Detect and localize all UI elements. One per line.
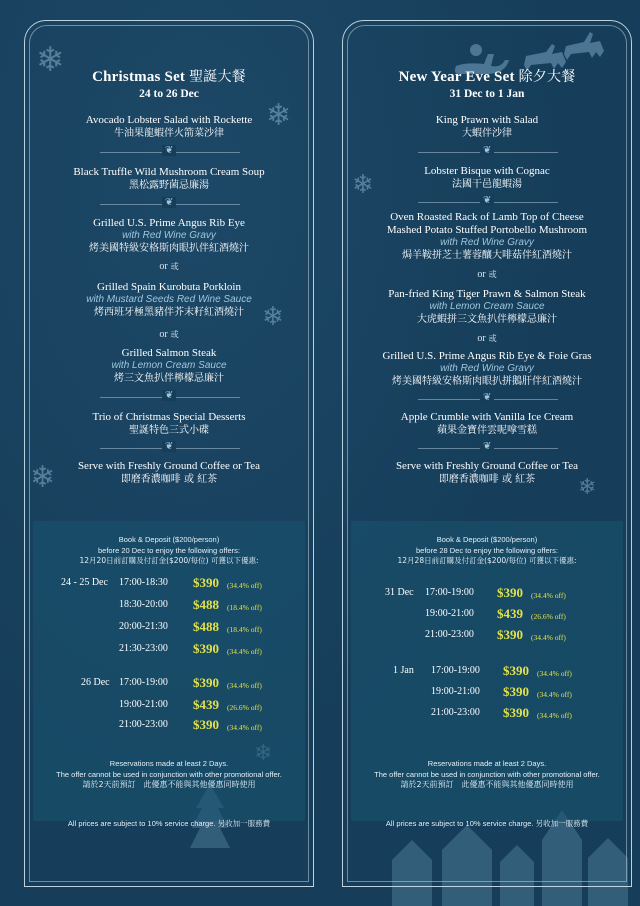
christmas-set-dates: 24 to 26 Dec — [139, 88, 199, 100]
course-item — [343, 165, 631, 191]
or-separator: or 或 — [477, 269, 497, 280]
course-item — [25, 217, 313, 255]
course-item — [25, 460, 313, 486]
title-en: New Year Eve Set — [398, 69, 515, 85]
course-name-zh: 烤西班牙極黑豬伴芥末籽紅酒燒汁 — [94, 307, 244, 318]
course-sauce: with Red Wine Gravy — [122, 230, 216, 241]
course-item — [25, 347, 313, 385]
course-item — [25, 166, 313, 192]
divider — [418, 152, 558, 153]
snowflake-icon: ❄ — [578, 474, 597, 499]
or-separator: or 或 — [159, 329, 179, 340]
title-zh: 聖誕大餐 — [189, 69, 246, 85]
course-name-en: Grilled Salmon Steak — [121, 347, 217, 359]
course-name-zh: 烤三文魚扒伴檸檬忌廉汁 — [114, 373, 224, 384]
course-name-zh: 烤美國特級安格斯肉眼扒拼鵝肝伴紅酒燒汁 — [392, 376, 582, 387]
course-item — [343, 350, 631, 388]
reservation-notes: Reservations made at least 2 Days. The offer cannot be used in conjunction with other promotional offer. 請於2天前預訂 此優惠不能與其他優惠同時使用 — [56, 759, 282, 789]
course-name-en: Black Truffle Wild Mushroom Cream Soup — [73, 166, 265, 178]
snowflake-icon: ❄ — [30, 461, 56, 494]
christmas-set-panel — [24, 20, 314, 887]
new-year-eve-set-header — [343, 69, 631, 100]
divider — [100, 204, 240, 205]
course-name-en: Trio of Christmas Special Desserts — [92, 411, 246, 423]
course-name-en-line2: Mashed Potato Stuffed Portobello Mushroom — [386, 224, 588, 236]
course-sauce: with Red Wine Gravy — [440, 237, 534, 248]
divider — [418, 202, 558, 203]
course-item — [343, 211, 631, 262]
new-year-eve-set-dates: 31 Dec to 1 Jan — [449, 88, 525, 100]
snowflake-icon: ❄ — [262, 302, 284, 331]
course-name-zh: 烤美國特級安格斯肉眼扒伴紅酒燒汁 — [89, 243, 249, 254]
course-name-en: Serve with Freshly Ground Coffee or Tea — [395, 460, 579, 472]
title-en: Christmas Set — [92, 69, 186, 85]
reservation-notes: Reservations made at least 2 Days. The offer cannot be used in conjunction with other promotional offer. 請於2天前預訂 此優惠不能與其他優惠同時使用 — [374, 759, 600, 789]
or-separator: or 或 — [159, 261, 179, 272]
course-item — [343, 411, 631, 437]
new-year-eve-set-title — [343, 69, 631, 86]
course-item — [25, 281, 313, 319]
course-item — [25, 114, 313, 140]
divider — [100, 448, 240, 449]
booking-intro: Book & Deposit ($200/person) before 20 Dec to enjoy the following offers: 12月20日前訂購及付訂金($200/每位) 可獲以下優惠: — [79, 535, 259, 565]
course-sauce: with Lemon Cream Sauce — [111, 360, 227, 371]
course-name-zh: 即磨香濃咖啡 或 紅茶 — [438, 474, 536, 485]
service-charge-note: All prices are subject to 10% service charge. 另收加一服務費 — [385, 819, 589, 828]
course-name-en: Pan-fried King Tiger Prawn & Salmon Steak — [388, 288, 586, 300]
service-charge-note: All prices are subject to 10% service charge. 另收加一服務費 — [67, 819, 271, 828]
course-name-en: Grilled U.S. Prime Angus Rib Eye — [93, 217, 245, 229]
course-name-en: King Prawn with Salad — [435, 114, 539, 126]
course-name-zh: 大蝦伴沙律 — [462, 128, 512, 139]
snowflake-icon: ❄ — [36, 42, 65, 79]
course-name-en: Apple Crumble with Vanilla Ice Cream — [400, 411, 574, 423]
course-name-zh: 大虎蝦拼三文魚扒伴檸檬忌廉汁 — [417, 314, 557, 325]
course-name-en: Oven Roasted Rack of Lamb Top of Cheese — [390, 211, 584, 223]
course-name-zh: 即磨香濃咖啡 或 紅茶 — [120, 474, 218, 485]
course-name-zh: 蘋果金寶伴雲呢嗱雪糕 — [437, 425, 537, 436]
course-item — [25, 411, 313, 437]
booking-intro: Book & Deposit ($200/person) before 28 Dec to enjoy the following offers: 12月28日前訂購及付訂金($200/每位) 可獲以下優惠: — [397, 535, 577, 565]
course-sauce: with Red Wine Gravy — [440, 363, 534, 374]
course-name-en: Grilled U.S. Prime Angus Rib Eye & Foie Gras — [382, 350, 592, 362]
booking-offers-box: Book & Deposit ($200/person) before 20 Dec to enjoy the following offers: 12月20日前訂購及付訂金($200/每位) 可獲以下優惠: 24 - 25 Dec 17:00-18:30 $390 (34.4% off) 18:30-20:00 $488 (18.4% off) 20:00-21:30 $488 (18.4% off) 21:30-23:00 $390 (34.4% off) 26 Dec 17:00-19:00 $390 (34.4% off) 19:00-21:00 $439 (26.6% off) 21:00-23:00 $390 (34.4% off) Reservations made at least 2 Days. The offer cannot be used in conjunction with other promotional offer. 請於2天前預訂 此優惠不能與其他優惠同時使用 — [33, 521, 305, 821]
course-name-en: Lobster Bisque with Cognac — [424, 165, 550, 177]
divider — [100, 152, 240, 153]
snowflake-icon: ❄ — [352, 170, 374, 199]
course-item — [343, 114, 631, 140]
course-name-en: Grilled Spain Kurobuta Porkloin — [97, 281, 241, 293]
new-year-eve-set-panel — [342, 20, 632, 887]
divider — [418, 448, 558, 449]
or-separator: or 或 — [477, 333, 497, 344]
course-name-zh: 焗羊鞍拼芝士薯蓉釀大啡菇伴紅酒燒汁 — [402, 250, 572, 261]
course-name-zh: 牛油果龍蝦伴火箭菜沙律 — [114, 128, 224, 139]
christmas-set-title — [25, 69, 313, 86]
course-name-zh: 黑松露野菌忌廉湯 — [129, 180, 209, 191]
course-name-en: Serve with Freshly Ground Coffee or Tea — [77, 460, 261, 472]
christmas-set-header — [25, 69, 313, 100]
course-name-en: Avocado Lobster Salad with Rockette — [85, 114, 253, 126]
course-sauce: with Lemon Cream Sauce — [429, 301, 545, 312]
course-item — [343, 288, 631, 326]
divider — [100, 397, 240, 398]
title-zh: 除夕大餐 — [518, 69, 576, 85]
divider — [418, 399, 558, 400]
course-name-zh: 聖誕特色三式小碟 — [129, 425, 209, 436]
booking-offers-box: Book & Deposit ($200/person) before 28 Dec to enjoy the following offers: 12月28日前訂購及付訂金($200/每位) 可獲以下優惠: 31 Dec 17:00-19:00 $390 (34.4% off) 19:00-21:00 $439 (26.6% off) 21:00-23:00 $390 (34.4% off) 1 Jan 17:00-19:00 $390 (34.4% off) 19:00-21:00 $390 (34.4% off) 21:00-23:00 $390 (34.4% off) Reservations made at least 2 Days. The offer cannot be used in conjunction with other promotional offer. 請於2天前預訂 此優惠不能與其他優惠同時使用 — [351, 521, 623, 821]
course-name-zh: 法國干邑龍蝦湯 — [452, 179, 522, 190]
course-item — [343, 460, 631, 486]
course-sauce: with Mustard Seeds Red Wine Sauce — [86, 294, 252, 305]
snowflake-icon: ❄ — [266, 99, 292, 132]
